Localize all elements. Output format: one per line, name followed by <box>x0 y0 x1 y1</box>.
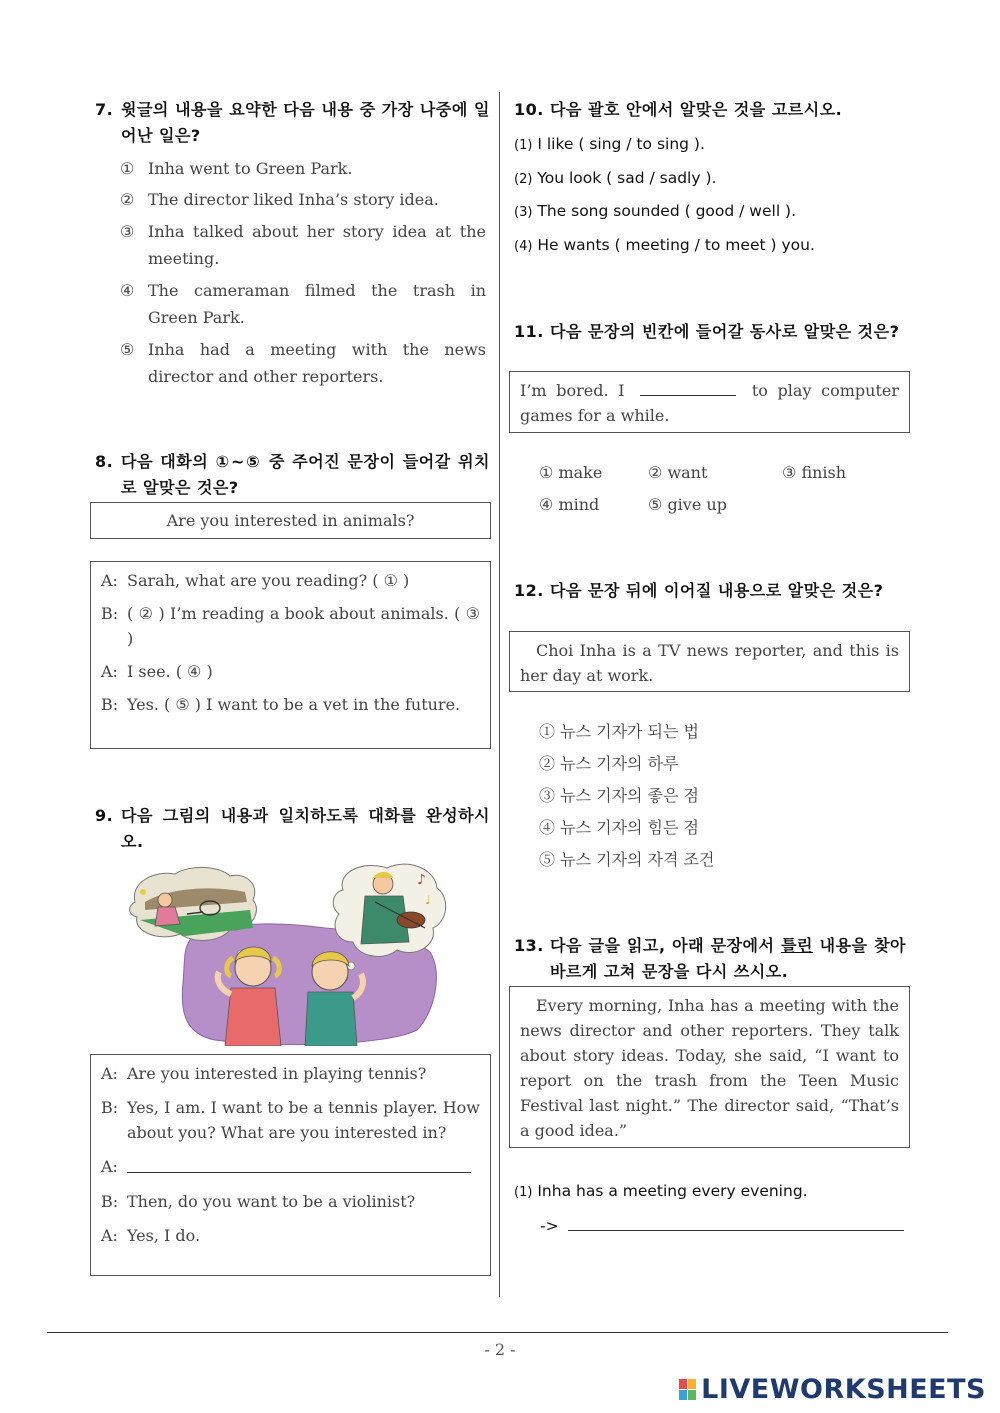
speaker: B: <box>101 1192 119 1211</box>
q10-question: 다음 괄호 안에서 알맞은 것을 고르시오. <box>550 100 843 119</box>
q9-dialogue-box <box>90 1054 491 1276</box>
dialogue-line <box>101 1154 480 1180</box>
option-mark: ③ <box>539 786 556 805</box>
q11-sentence-start: I’m bored. I <box>520 381 625 400</box>
q7-option-5[interactable] <box>120 336 486 390</box>
speaker: B: <box>101 1098 119 1117</box>
q13-title-post: 내용을 찾아 바르게 고쳐 문장을 다시 쓰시오. <box>550 936 907 981</box>
option-mark: ③ <box>120 222 135 241</box>
option-mark: ④ <box>539 818 556 837</box>
column-divider <box>499 92 500 1297</box>
option-text: 뉴스 기자의 힘든 점 <box>560 818 700 837</box>
dialogue-text: Then, do you want to be a violinist? <box>127 1192 416 1211</box>
dialogue-line <box>101 1095 480 1145</box>
q7-title <box>95 97 490 149</box>
q12-sentence: Choi Inha is a TV news reporter, and this is her day at work. <box>520 641 899 685</box>
svg-text:♩: ♩ <box>425 893 431 907</box>
option-mark: ③ <box>782 463 797 482</box>
speaker: B: <box>101 604 119 623</box>
q8-given-sentence-box <box>90 502 491 539</box>
dialogue-text: ( ② ) I’m reading a book about animals. ( ③ ) <box>127 604 480 648</box>
q12-option-3[interactable] <box>539 782 839 809</box>
q11-option-2[interactable] <box>648 459 768 486</box>
svg-text:♪: ♪ <box>417 872 426 888</box>
q10-item-3[interactable] <box>514 200 796 224</box>
item-text: The song sounded ( good / well ). <box>537 202 797 220</box>
q10-item-1[interactable] <box>514 133 705 157</box>
q12-option-2[interactable] <box>539 750 839 777</box>
item-text: He wants ( meeting / to meet ) you. <box>537 236 815 254</box>
dialogue-line <box>101 1061 480 1086</box>
brand-text: LIVEWORKSHEETS <box>701 1374 986 1405</box>
q13-answer-blank[interactable] <box>568 1214 904 1231</box>
option-text: mind <box>558 495 600 514</box>
option-mark: ⑤ <box>648 495 663 514</box>
q13-item-1 <box>514 1180 808 1204</box>
q12-question: 다음 문장 뒤에 이어질 내용으로 알맞은 것은? <box>550 581 884 600</box>
q7-number: 7. <box>95 100 114 119</box>
q9-title <box>95 803 490 855</box>
dialogue-line <box>101 692 480 717</box>
q9-number: 9. <box>95 806 114 825</box>
q9-question: 다음 그림의 내용과 일치하도록 대화를 완성하시오. <box>121 806 490 851</box>
q7-option-1[interactable] <box>120 155 486 182</box>
q11-number: 11. <box>514 322 544 341</box>
item-label: (4) <box>514 239 533 254</box>
q8-dialogue-box <box>90 561 491 749</box>
option-text: The cameraman filmed the trash in Green Park. <box>148 281 486 327</box>
q12-option-5[interactable] <box>539 846 839 873</box>
option-mark: ⑤ <box>539 850 556 869</box>
speaker: A: <box>101 1157 118 1176</box>
page-number: - 2 - <box>484 1340 516 1359</box>
q11-option-4[interactable] <box>539 491 639 518</box>
brand-logo[interactable] <box>679 1374 986 1405</box>
q13-title-emphasis: 틀린 <box>781 936 814 955</box>
q12-title <box>514 578 906 604</box>
q12-sentence-box <box>509 631 910 692</box>
option-text: Inha talked about her story idea at the meeting. <box>148 222 486 268</box>
q13-title <box>514 933 906 985</box>
item-label: (3) <box>514 205 533 220</box>
option-mark: ① <box>539 722 556 741</box>
option-mark: ① <box>120 159 135 178</box>
item-text: I like ( sing / to sing ). <box>537 135 705 153</box>
dialogue-text: I see. ( ④ ) <box>127 662 213 681</box>
q13-answer-row <box>540 1214 906 1237</box>
option-mark: ② <box>648 463 663 482</box>
option-mark: ④ <box>539 495 554 514</box>
q11-question: 다음 문장의 빈칸에 들어갈 동사로 알맞은 것은? <box>550 322 900 341</box>
dialogue-text: Yes, I am. I want to be a tennis player. How about you? What are you interested in? <box>127 1098 480 1142</box>
q8-given-sentence: Are you interested in animals? <box>166 511 415 530</box>
option-mark: ① <box>539 463 554 482</box>
speaker: A: <box>101 1226 118 1245</box>
q11-title <box>514 319 906 345</box>
option-text: 뉴스 기자가 되는 법 <box>560 722 700 741</box>
liveworksheets-logo-icon <box>679 1379 697 1401</box>
q11-option-1[interactable] <box>539 459 639 486</box>
speaker: A: <box>101 662 118 681</box>
dialogue-text: Yes, I do. <box>127 1226 201 1245</box>
item-text: Inha has a meeting every evening. <box>537 1182 808 1200</box>
dialogue-line <box>101 1223 480 1248</box>
q7-question: 윗글의 내용을 요약한 다음 내용 중 가장 나중에 일어난 일은? <box>121 100 490 145</box>
q11-sentence-box <box>509 371 910 433</box>
q10-item-2[interactable] <box>514 167 716 191</box>
option-text: make <box>558 463 603 482</box>
dialogue-text: Yes. ( ⑤ ) I want to be a vet in the future. <box>127 695 461 714</box>
item-label: (1) <box>514 138 533 153</box>
q12-option-4[interactable] <box>539 814 839 841</box>
dialogue-line <box>101 1189 480 1214</box>
option-text: give up <box>667 495 727 514</box>
item-label: (1) <box>514 1185 533 1200</box>
q11-sentence-end: to play computer games for a while. <box>520 381 900 425</box>
option-text: want <box>667 463 708 482</box>
q7-option-2[interactable] <box>120 186 486 213</box>
speaker: A: <box>101 571 118 590</box>
speaker: B: <box>101 695 119 714</box>
option-text: 뉴스 기자의 하루 <box>560 754 679 773</box>
q10-item-4[interactable] <box>514 234 815 258</box>
option-text: 뉴스 기자의 좋은 점 <box>560 786 700 805</box>
q13-title-pre: 다음 글을 읽고, 아래 문장에서 <box>550 936 782 955</box>
q10-number: 10. <box>514 100 544 119</box>
q9-answer-blank[interactable] <box>127 1154 480 1180</box>
speaker: A: <box>101 1064 118 1083</box>
q7-option-3[interactable] <box>120 218 486 272</box>
option-text: finish <box>801 463 847 482</box>
q11-blank[interactable] <box>640 381 736 396</box>
q13-question <box>514 933 906 985</box>
dialogue-line <box>101 601 480 651</box>
q8-question: 다음 대화의 ①~⑤ 중 주어진 문장이 들어갈 위치로 알맞은 것은? <box>121 452 490 497</box>
option-mark: ⑤ <box>120 340 135 359</box>
footer-rule <box>47 1332 948 1333</box>
q8-title <box>95 449 490 501</box>
q8-number: 8. <box>95 452 114 471</box>
option-text: The director liked Inha’s story idea. <box>148 190 439 209</box>
arrow-symbol: -> <box>540 1217 559 1235</box>
q13-passage-box <box>509 986 910 1148</box>
q13-passage: Every morning, Inha has a meeting with the news director and other reporters. They talk about story ideas. Today, she said, “I want to report on the trash from the Teen Music Festival last night.” The director said, “That’s a good idea.” <box>520 996 899 1140</box>
q9-illustration <box>125 862 455 1046</box>
q11-option-5[interactable] <box>648 491 768 518</box>
dialogue-line <box>101 568 480 593</box>
option-mark: ② <box>539 754 556 773</box>
q10-title <box>514 97 906 123</box>
option-mark: ④ <box>120 281 135 300</box>
option-text: Inha went to Green Park. <box>148 159 353 178</box>
dialogue-line <box>101 659 480 684</box>
dialogue-text: Sarah, what are you reading? ( ① ) <box>127 571 410 590</box>
dialogue-text: Are you interested in playing tennis? <box>127 1064 427 1083</box>
q12-option-1[interactable] <box>539 718 839 745</box>
item-text: You look ( sad / sadly ). <box>537 169 717 187</box>
option-mark: ② <box>120 190 135 209</box>
option-text: 뉴스 기자의 자격 조건 <box>560 850 715 869</box>
q11-option-3[interactable] <box>782 459 902 486</box>
q12-number: 12. <box>514 581 544 600</box>
q13-number: 13. <box>514 936 544 955</box>
q7-option-4[interactable] <box>120 277 486 331</box>
item-label: (2) <box>514 172 533 187</box>
option-text: Inha had a meeting with the news director and other reporters. <box>148 340 486 386</box>
